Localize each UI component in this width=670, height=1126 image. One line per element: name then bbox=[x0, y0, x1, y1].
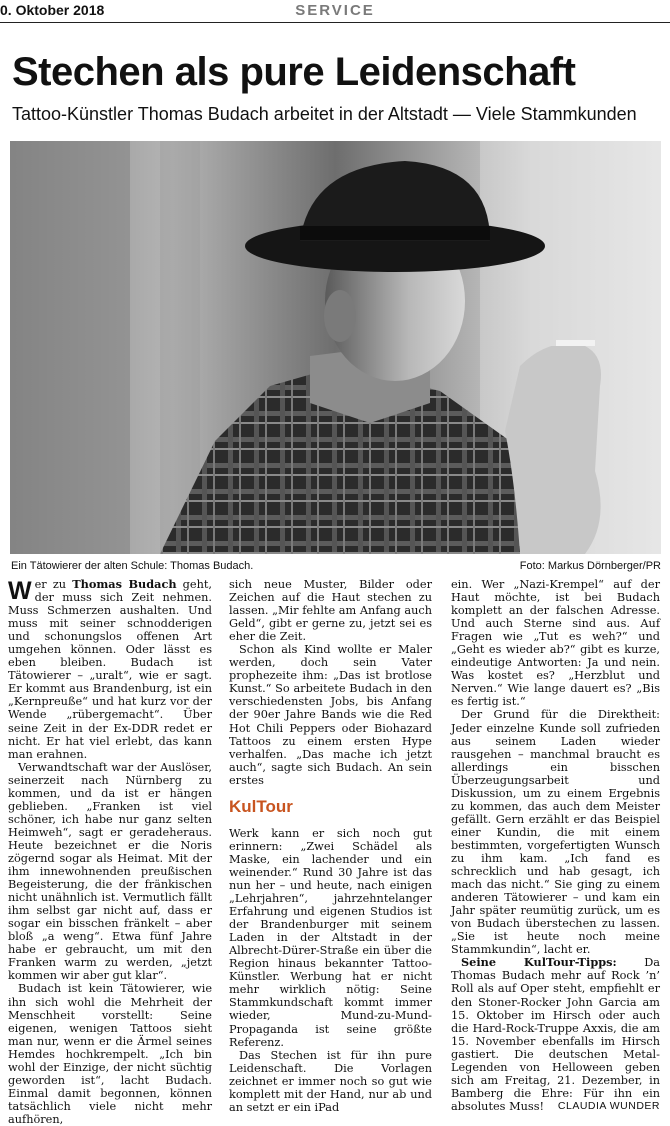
article-column-3 bbox=[451, 578, 660, 1113]
paragraph: ein. Wer „Nazi-Krempel“ auf der Haut möchte, ist bei Budach komplett an der falschen Adresse. Und auch Sterne sind aus. Auf Fragen wie „Tut es weh?“ und „Geht es wieder ab?“ gibt es kurze, eindeutige Antworten: Ja und nein. Was kostet es? „Herzblut und Nerven.“ Wie lange dauert es? „Bis es fertig ist.“ bbox=[451, 578, 660, 709]
headline: Stechen als pure Leidenschaft bbox=[12, 50, 576, 94]
section-title: SERVICE bbox=[295, 2, 375, 19]
paragraph: Budach ist kein Tätowierer, wie ihn sich wohl die Mehrheit der Menschheit vorstellt: Seine eigenen, wenigen Tattoos sieht man nur, wenn er die Ärmel seines Hemdes hochkrempelt. „Ich bin wohl der Einzige, der nicht süchtig geworden ist“, lacht Budach. Einmal damit begonnen, können tatsächlich viele nicht mehr aufhören, bbox=[8, 982, 212, 1126]
paragraph: Wer zu Thomas Budach geht, der muss sich Zeit nehmen. Muss Schmerzen aushalten. Und muss mit seiner schnodderigen und schonungslos offenen Art umgehen können. Oder lässt es eben bleiben. Budach ist Tätowierer – „uralt“, wie er sagt. Er kommt aus Brandenburg, ist ein „Kernpreuße“ und hat kurz vor der Wende „rübergemacht“. Über seine Zeit in der Ex-DDR redet er nicht. Er hat viel erlebt, das kann man erahnen. bbox=[8, 577, 213, 761]
tips-label: Seine KulTour-Tipps: bbox=[461, 955, 617, 970]
portrait-image bbox=[10, 141, 661, 554]
paragraph: Schon als Kind wollte er Maler werden, doch sein Vater prophezeite ihm: „Das ist brotlose Kunst.“ So arbeitete Budach in den verschiedensten Jobs, bis Anfang der 90er Jahre Bands wie die Red Hot Chili Peppers oder Biohazard Tattoos zu einem ersten Hype verhalfen. „Das mache ich jetzt auch“, sagte sich Budach. An sein erstes bbox=[229, 643, 432, 787]
photo-credit: Foto: Markus Dörnberger/PR bbox=[519, 560, 661, 572]
article-photo bbox=[10, 141, 661, 554]
kultour-logo: KulTour bbox=[229, 796, 293, 816]
issue-date: 0. Oktober 2018 bbox=[0, 2, 105, 18]
person-name: Thomas Budach bbox=[72, 577, 177, 591]
article-column-2 bbox=[229, 578, 432, 1114]
author-byline: CLAUDIA WUNDER bbox=[557, 1099, 660, 1112]
paragraph: sich neue Muster, Bilder oder Zeichen auf die Haut stechen zu lassen. „Mir fehlte am Anfang auch Geld“, gibt er gerne zu, jetzt sei es eher die Zeit. bbox=[229, 578, 432, 644]
drop-cap: W bbox=[8, 577, 32, 605]
paragraph: Das Stechen ist für ihn pure Leidenschaft. Die Vorlagen zeichnet er immer noch so gut wie komplett mit der Hand, nur ab und an setzt er ein iPad bbox=[229, 1048, 432, 1114]
paragraph: Verwandtschaft war der Auslöser, seinerzeit nach Nürnberg zu kommen, und da ist er hängen geblieben. „Franken ist viel schöner, ich habe nur ganz selten Heimweh“, sagt er geradeheraus. Heute bezeichnet er die Noris zögernd sogar als Heimat. Mit der ihm innewohnenden preußischen Begeisterung, die der fränkischen nicht unähnlich ist. Vermutlich fällt ihm selbst gar nicht auf, dass er sogar ein bisschen fränkelt – aber bloß „a weng“. Etwa fünf Jahre habe er gebraucht, um mit den Franken warm zu werden, „jetzt kommen wir aber gut klar“. bbox=[8, 760, 212, 983]
tips-paragraph: Seine KulTour-Tipps: Da Thomas Budach mehr auf Rock ’n’ Roll als auf Oper steht, empfiehlt er den Stoner-Rocker John Garcia am 15. Oktober im Hirsch oder auch die Hard-Rock-Truppe Axxis, die am 15. November ebenfalls im Hirsch gastiert. Die deutschen Metal-Legenden von Helloween geben sich am Freitag, 21. Dezember, in Bamberg die Ehre: Für ihn ein absolutes Muss! CLAUDIA WUNDER bbox=[451, 955, 660, 1113]
article-column-1 bbox=[8, 578, 212, 1126]
photo-caption: Ein Tätowierer der alten Schule: Thomas Budach. bbox=[11, 560, 254, 572]
page-header bbox=[0, 0, 670, 23]
paragraph: Werk kann er sich noch gut erinnern: „Zwei Schädel als Maske, ein lachender und ein weinender.“ Rund 30 Jahre ist das nun her – und heute, nach einigen „Lehrjahren“, jahrzehntelanger Erfahrung und eigenen Studios ist der Brandenburger mit seinem Laden in der Altstadt in der Albrecht-Dürer-Straße ein über die Region hinaus bekannter Tattoo-Künstler. Werbung hat er nicht mehr wirklich nötig: Seine Stammkundschaft kommt immer wieder, Mund-zu-Mund-Propaganda ist seine größte Referenz. bbox=[229, 826, 432, 1049]
subheadline: Tattoo-Künstler Thomas Budach arbeitet in der Altstadt — Viele Stammkunden bbox=[12, 104, 637, 124]
paragraph: Der Grund für die Direktheit: Jeder einzelne Kunde soll zufrieden aus seinem Laden wieder rausgehen – manchmal braucht es allerdings ein bisschen Überzeugungsarbeit und Diskussion, um zu einem Ergebnis zu kommen, das auch dem Meister gefällt. Gern erzählt er das Beispiel einer Kundin, die mit einem bestimmten, vorgefertigten Wunsch zu ihm kam. „Ich fand es schrecklich und hab gesagt, ich mach das nicht.“ Sie ging zu einem anderen Tätowierer – und kam ein Jahr später reumütig zurück, um es von Budach überstechen zu lassen. „Sie ist heute noch meine Stammkundin“, lacht er. bbox=[451, 708, 660, 957]
